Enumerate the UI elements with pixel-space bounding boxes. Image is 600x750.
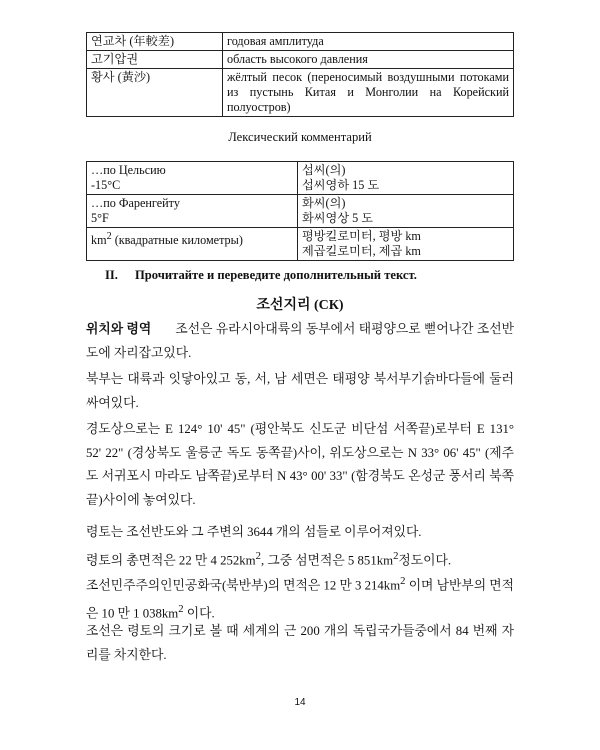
page-number: 14: [294, 697, 306, 708]
paragraph-total-area: [86, 545, 514, 573]
paragraph-north-south-area: [86, 570, 514, 626]
table-row: [87, 228, 514, 261]
unit-superscript: 2: [106, 231, 112, 242]
paragraph-text: 조선은 유라시아대륙의 동부에서 태평양으로 뻗어나간 조선반도에 자리잡고있다.: [86, 322, 514, 360]
lexical-comment-title: Лексический комментарий: [228, 130, 372, 144]
table-row: [87, 195, 514, 228]
ru-line: 5°F: [91, 211, 109, 225]
vocabulary-table: [86, 32, 514, 117]
table-row: [87, 162, 514, 195]
ru-line: …по Цельсию: [91, 163, 166, 177]
table-row: [87, 51, 514, 69]
lexical-ko-cell: [298, 228, 514, 261]
ko-line: 제곱킬로미터, 제곱 km: [302, 244, 421, 258]
lexical-ko-cell: [298, 195, 514, 228]
vocab-term: 연교차 (年較差): [87, 33, 223, 51]
paragraph-ranking: 조선은 령토의 크기로 볼 때 세계의 근 200 개의 독립국가들중에서 84 번째 자리를 차지한다.: [86, 624, 514, 662]
text-span: 령토의 총면적은 22 만 4 252km: [86, 553, 256, 568]
vocab-term: 고기압권: [87, 51, 223, 69]
table-row: [87, 33, 514, 51]
paragraph-islands: 령토는 조선반도와 그 주변의 3644 개의 섬들로 이루어져있다.: [86, 525, 422, 539]
section-heading: [105, 268, 417, 283]
paragraph-location: [86, 318, 514, 365]
superscript: 2: [178, 603, 184, 615]
superscript: 2: [393, 551, 399, 562]
paragraph-coordinates: 경도상으로는 E 124° 10' 45" (평안북도 신도군 비단섬 서쪽끝)로부터 E 131° 52' 22" (경상북도 울릉군 독도 동쪽끝)사이, 위도상으로는 N 33° 06' 45" (제주도 서귀포시 마라도 남쪽끝)로부터 N 43° 00' 33" (함경북도 온성군 풍서리 북쪽끝)사이에 놓여있다.: [86, 422, 514, 507]
ko-line: 평방킬로미터, 평방 km: [302, 229, 421, 243]
ru-line: …по Фаренгейту: [91, 196, 180, 210]
vocab-translation: жёлтый песок (переносимый воздушными потоками из пустынь Китая и Монголии на Корейский полуостров): [223, 69, 514, 117]
lexical-ru-cell: [87, 228, 298, 261]
paragraph-lead: 위치와 령역: [86, 322, 152, 336]
ru-line: -15°C: [91, 178, 121, 192]
text-span: 정도이다.: [398, 553, 452, 568]
ko-line: 섭씨(의): [302, 163, 346, 177]
text-span: 이다.: [183, 606, 215, 621]
text-span: , 그중 섬면적은 5 851km: [260, 553, 394, 568]
vocab-translation: область высокого давления: [223, 51, 514, 69]
vocab-translation: годовая амплитуда: [223, 33, 514, 51]
lexical-ko-cell: [298, 162, 514, 195]
table-row: [87, 69, 514, 117]
paragraph-borders: 북부는 대륙과 잇닿아있고 동, 서, 남 세면은 태평양 북서부기슭바다들에 둘러싸여있다.: [86, 372, 514, 410]
text-title: 조선지리 (СК): [256, 298, 344, 313]
superscript: 2: [400, 576, 406, 587]
unit-km: km: [91, 233, 107, 248]
lexical-table: [86, 161, 514, 261]
vocab-term: 황사 (黃沙): [87, 69, 223, 117]
section-number: II.: [105, 268, 118, 282]
ko-line: 섭씨영하 15 도: [302, 178, 380, 192]
lexical-ru-cell: [87, 162, 298, 195]
text-span: 이며 남반부의 면적은 10 만 1 038km: [86, 578, 514, 621]
section-title: Прочитайте и переведите дополнительный текст.: [135, 268, 417, 282]
ko-line: 화씨영상 5 도: [302, 211, 374, 225]
superscript: 2: [255, 551, 261, 562]
text-span: 조선민주주의인민공화국(북반부)의 면적은 12 만 3 214km: [86, 578, 401, 593]
unit-description: (квадратные километры): [111, 233, 243, 248]
lexical-ru-cell: [87, 195, 298, 228]
ko-line: 화씨(의): [302, 196, 346, 210]
